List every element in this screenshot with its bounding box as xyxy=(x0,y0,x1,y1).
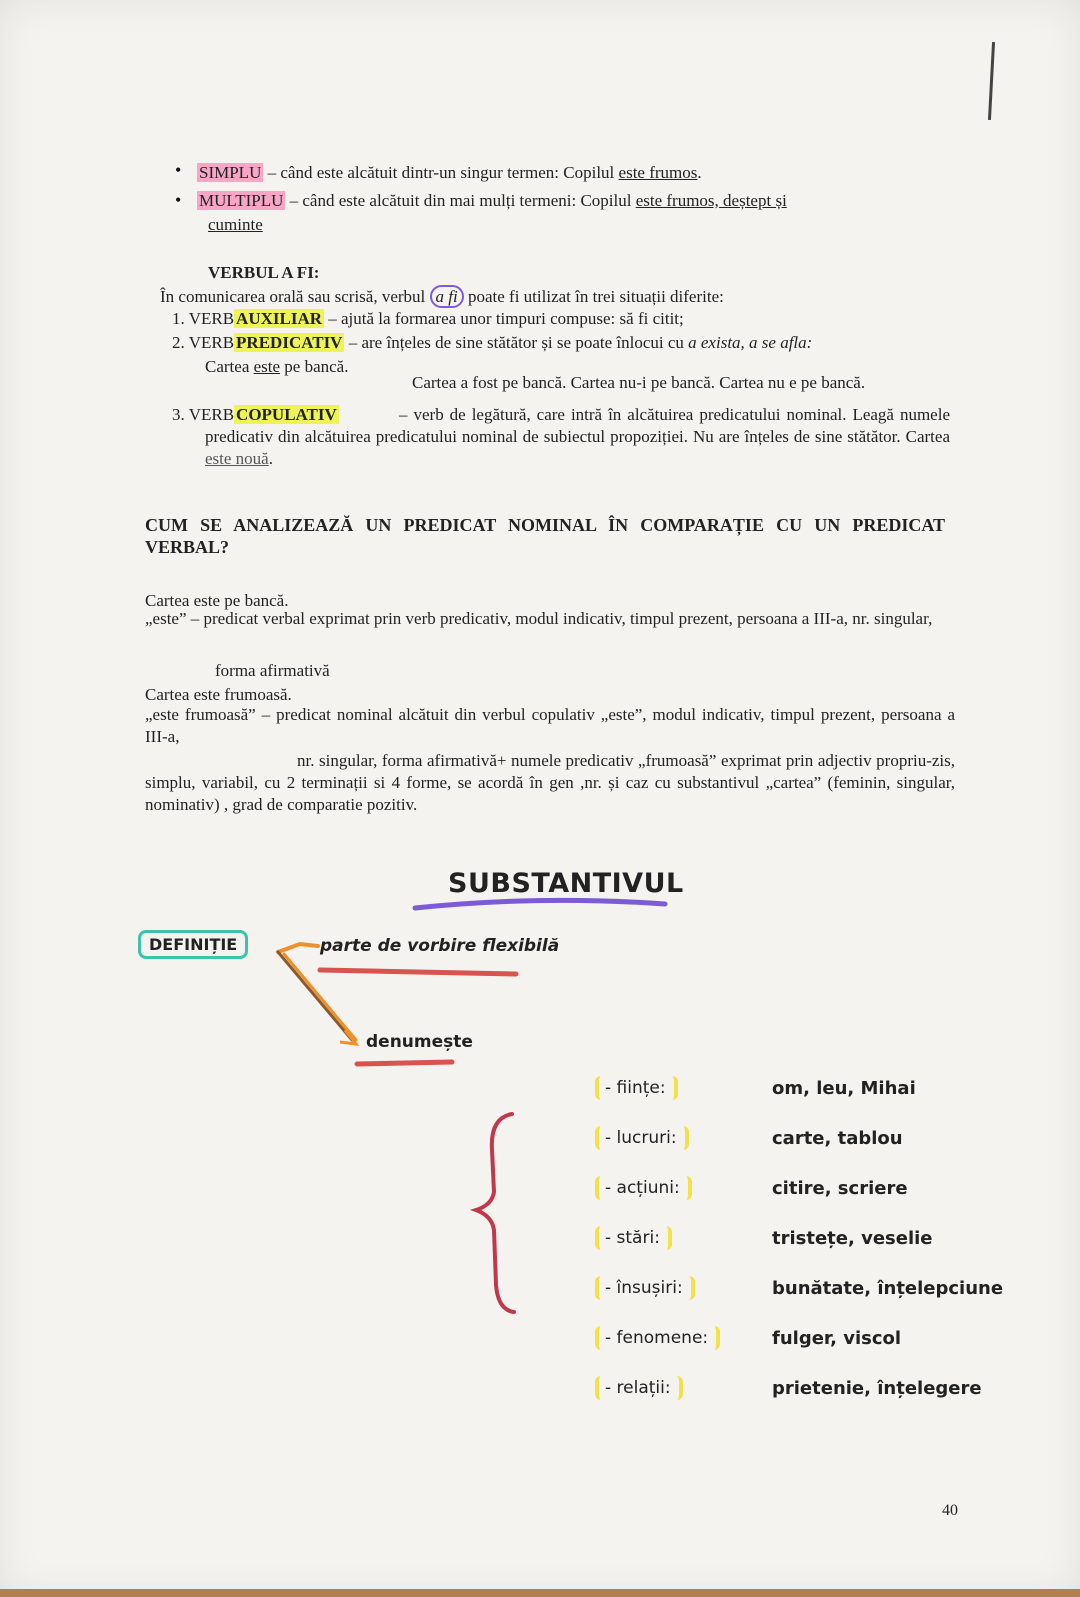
desk-edge xyxy=(0,1589,1080,1597)
analysis-ex1-text: „este” – predicat verbal exprimat prin verb predicativ, modul indicativ, timpul prezent, persoana a III-a, nr. singular, xyxy=(145,609,933,628)
item3-number: 3. xyxy=(172,405,185,424)
simplu-text: – când este alcătuit dintr-un singur termen: Copilul xyxy=(267,163,615,182)
item2-verb: VERB xyxy=(188,333,235,352)
brace-icon xyxy=(476,1114,514,1312)
multiplu-term: MULTIPLU xyxy=(199,191,284,210)
category-label: - acțiuni: xyxy=(595,1176,692,1200)
category-example: prietenie, înțelegere xyxy=(772,1378,982,1399)
intro-verb: a fi xyxy=(430,285,464,308)
item1-term: AUXILIAR xyxy=(236,309,323,328)
item1-number: 1. xyxy=(172,309,185,328)
item2-ex1-b: este xyxy=(253,357,281,376)
category-example: bunătate, înțelepciune xyxy=(772,1278,1004,1299)
item1-verb: VERB xyxy=(188,309,235,328)
analysis-ex1: Cartea este pe bancă. xyxy=(145,591,289,610)
category-label: - relații: xyxy=(595,1376,683,1400)
category-example: tristețe, veselie xyxy=(772,1228,933,1249)
category-example: citire, scriere xyxy=(772,1178,908,1199)
analysis-ex2-text-b: nr. singular, forma afirmativă+ numele predicativ „frumoasă” exprimat prin adjectiv propriu-zis, simplu, variabil, cu 2 terminații si 4 forme, se acordă în gen ,nr. și caz cu substantivul „cartea” (feminin, singular, nominativ) , grad de comparatie pozitiv. xyxy=(145,751,955,814)
category-label: - ființe: xyxy=(595,1076,678,1100)
branch1-text: parte de vorbire flexibilă xyxy=(320,936,560,956)
multiplu-example: este frumos, deștept și xyxy=(635,191,787,210)
branch1-underline xyxy=(320,970,516,974)
simplu-line: SIMPLU – când este alcătuit dintr-un singur termen: Copilul este frumos. xyxy=(199,163,702,182)
item2-ex1-a: Cartea xyxy=(205,357,250,376)
item2-alt: a exista, a se afla: xyxy=(688,333,813,352)
title-underline xyxy=(415,900,665,908)
analysis-heading: CUM SE ANALIZEAZĂ UN PREDICAT NOMINAL ÎN COMPARAȚIE CU UN PREDICAT VERBAL? xyxy=(145,515,945,557)
intro-text-b: poate fi utilizat în trei situații diferite: xyxy=(467,287,724,306)
category-label: - fenomene: xyxy=(595,1326,720,1350)
verb-heading: VERBUL A FI: xyxy=(208,263,320,282)
item3-text-block: – verb de legătură, care intră în alcătuirea predicatului nominal. Leagă numele predicativ din alcătuirea predicatului nominal de subiectul propoziției. Nu are înțeles de sine stătător. Cartea este nouă. xyxy=(205,405,950,468)
category-example: carte, tablou xyxy=(772,1128,903,1149)
arrow-branch2 xyxy=(284,954,356,1040)
item2-term: PREDICATIV xyxy=(236,333,343,352)
item2-text: – are înțeles de sine stătător și se poate înlocui cu xyxy=(348,333,684,352)
item3-verb: VERB xyxy=(188,405,235,424)
item3-text: – verb de legătură, care intră în alcătuirea predicatului nominal. Leagă numele predicativ din alcătuirea predicatului nominal de subiectul propoziției. Nu are înțeles de sine stătător. Cartea xyxy=(205,405,950,446)
branch2-text: denumește xyxy=(366,1032,473,1052)
page-number: 40 xyxy=(942,1502,958,1519)
arrow-branch1 xyxy=(278,944,318,952)
analysis-ex1-form: forma afirmativă xyxy=(215,661,330,680)
item3-term: COPULATIV xyxy=(236,405,337,424)
multiplu-example-cont: cuminte xyxy=(208,215,263,234)
item2-ex1-c: pe bancă. xyxy=(284,357,349,376)
bullet-icon: • xyxy=(175,160,182,180)
category-example: fulger, viscol xyxy=(772,1328,902,1349)
item1-text: – ajută la formarea unor timpuri compuse: să fi citit; xyxy=(328,309,684,328)
category-label: - însușiri: xyxy=(595,1276,695,1300)
category-label: - stări: xyxy=(595,1226,672,1250)
analysis-ex2-text-a: „este frumoasă” – predicat nominal alcătuit din verbul copulativ „este”, modul indicativ, timpul prezent, persoana a III-a, xyxy=(145,705,955,746)
multiplu-text: – când este alcătuit din mai mulți termeni: Copilul xyxy=(289,191,632,210)
analysis-ex2: Cartea este frumoasă. xyxy=(145,685,292,704)
intro-text-a: În comunicarea orală sau scrisă, verbul xyxy=(160,287,426,306)
category-label: - lucruri: xyxy=(595,1126,689,1150)
arrow-branch2-dark xyxy=(278,952,352,1040)
branch2-underline xyxy=(357,1062,452,1064)
category-example: om, leu, Mihai xyxy=(772,1078,916,1099)
item2-number: 2. xyxy=(172,333,185,352)
section-title: SUBSTANTIVUL xyxy=(448,868,684,899)
simplu-example: este frumos xyxy=(618,163,698,182)
simplu-term: SIMPLU xyxy=(199,163,262,182)
item3-example: este nouă xyxy=(205,449,269,468)
bullet-icon: • xyxy=(175,190,182,210)
item2-ex2: Cartea a fost pe bancă. Cartea nu-i pe bancă. Cartea nu e pe bancă. xyxy=(412,373,866,392)
definition-label: DEFINIȚIE xyxy=(138,930,248,959)
